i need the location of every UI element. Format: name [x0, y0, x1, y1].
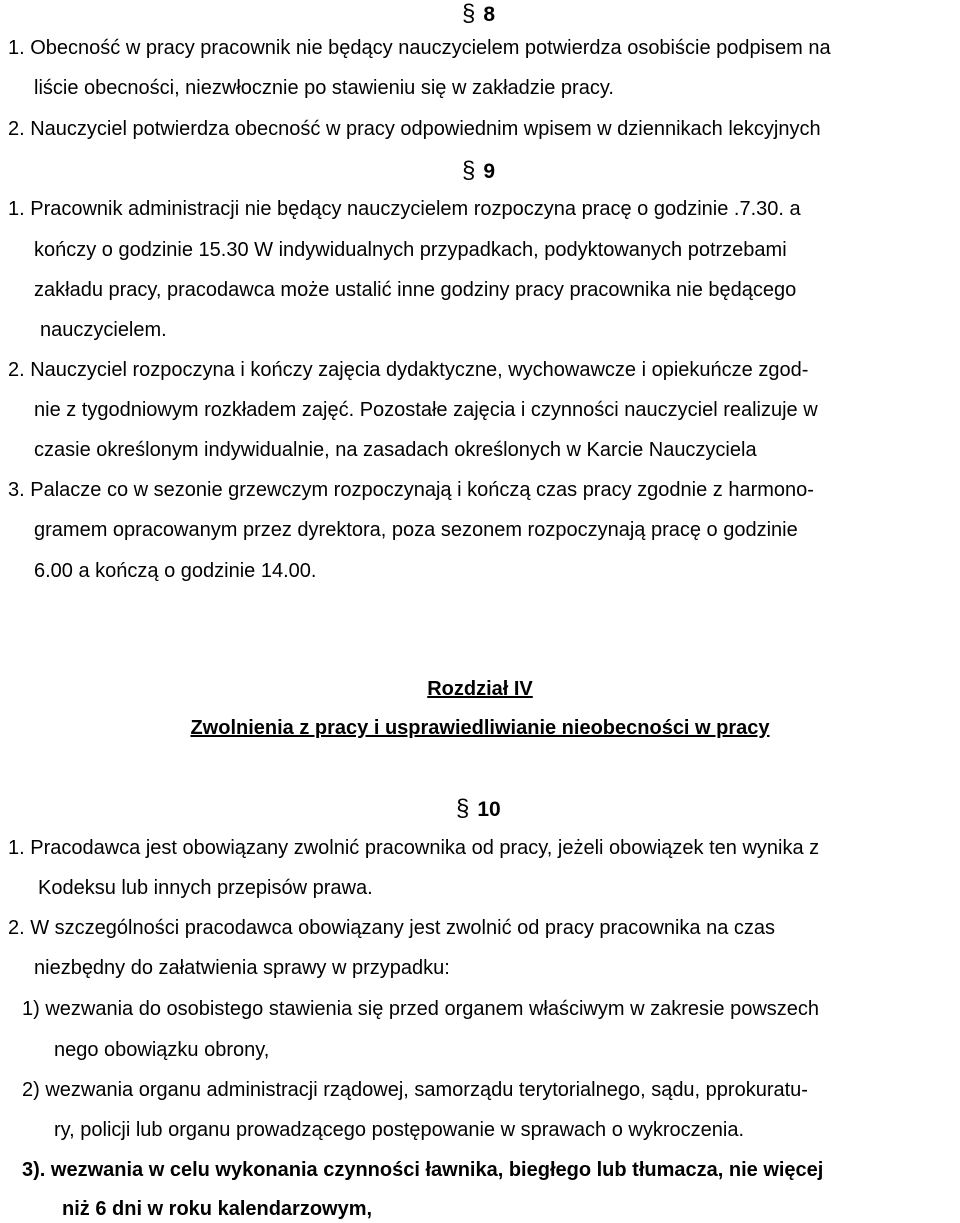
paragraph-line: 1. Pracodawca jest obowiązany zwolnić pracownika od pracy, jeżeli obowiązek ten wynika z [8, 837, 820, 859]
paragraph-line: liście obecności, niezwłocznie po stawieniu się w zakładzie pracy. [34, 77, 614, 99]
section-symbol: § [456, 795, 470, 822]
paragraph-line: 1. Obecność w pracy pracownik nie będący nauczycielem potwierdza osobiście podpisem na [8, 37, 831, 59]
paragraph-line: 2. Nauczyciel potwierdza obecność w pracy odpowiednim wpisem w dziennikach lekcyjnych [8, 118, 821, 140]
paragraph-line: kończy o godzinie 15.30 W indywidualnych przypadkach, podyktowanych potrzebami [34, 239, 787, 261]
paragraph-line: nauczycielem. [40, 319, 167, 341]
section-heading-10 [456, 797, 501, 821]
section-heading-9 [462, 159, 495, 183]
paragraph-line: 3. Palacze co w sezonie grzewczym rozpoczynają i kończą czas pracy zgodnie z harmono- [8, 479, 814, 501]
paragraph-line: 6.00 a kończą o godzinie 14.00. [34, 560, 317, 582]
list-item-line: 2) wezwania organu administracji rządowej, samorządu terytorialnego, sądu, pprokuratu- [22, 1079, 808, 1101]
section-heading-8 [462, 2, 495, 26]
section-symbol: § [462, 0, 476, 27]
section-symbol: § [462, 157, 476, 184]
paragraph-line: niezbędny do załatwienia sprawy w przypadku: [34, 957, 450, 979]
paragraph-line: czasie określonym indywidualnie, na zasadach określonych w Karcie Nauczyciela [34, 439, 757, 461]
chapter-title: Rozdział IV [427, 678, 533, 700]
list-item-line: 1) wezwania do osobistego stawienia się przed organem właściwym w zakresie powszech [22, 998, 820, 1020]
list-item-line: niż 6 dni w roku kalendarzowym, [62, 1198, 373, 1220]
list-item-line: nego obowiązku obrony, [54, 1039, 270, 1061]
section-number: 10 [477, 798, 501, 821]
paragraph-line: Kodeksu lub innych przepisów prawa. [38, 877, 373, 899]
list-item-line: ry, policji lub organu prowadzącego postępowanie w sprawach o wykroczenia. [54, 1119, 744, 1141]
paragraph-line: 2. W szczególności pracodawca obowiązany jest zwolnić od pracy pracownika na czas [8, 917, 776, 939]
paragraph-line: gramem opracowanym przez dyrektora, poza sezonem rozpoczynają pracę o godzinie [34, 519, 798, 541]
section-number: 9 [483, 160, 496, 183]
list-item-line: 3). wezwania w celu wykonania czynności ławnika, biegłego lub tłumacza, nie więcej [22, 1159, 824, 1181]
paragraph-line: zakładu pracy, pracodawca może ustalić inne godziny pracy pracownika nie będącego [34, 279, 797, 301]
section-number: 8 [483, 3, 496, 26]
paragraph-line: nie z tygodniowym rozkładem zajęć. Pozostałe zajęcia i czynności nauczyciel realizuje w [34, 399, 818, 421]
paragraph-line: 1. Pracownik administracji nie będący nauczycielem rozpoczyna pracę o godzinie .7.30. a [8, 198, 801, 220]
paragraph-line: 2. Nauczyciel rozpoczyna i kończy zajęcia dydaktyczne, wychowawcze i opiekuńcze zgod- [8, 359, 809, 381]
chapter-subtitle: Zwolnienia z pracy i usprawiedliwianie nieobecności w pracy [190, 717, 770, 739]
